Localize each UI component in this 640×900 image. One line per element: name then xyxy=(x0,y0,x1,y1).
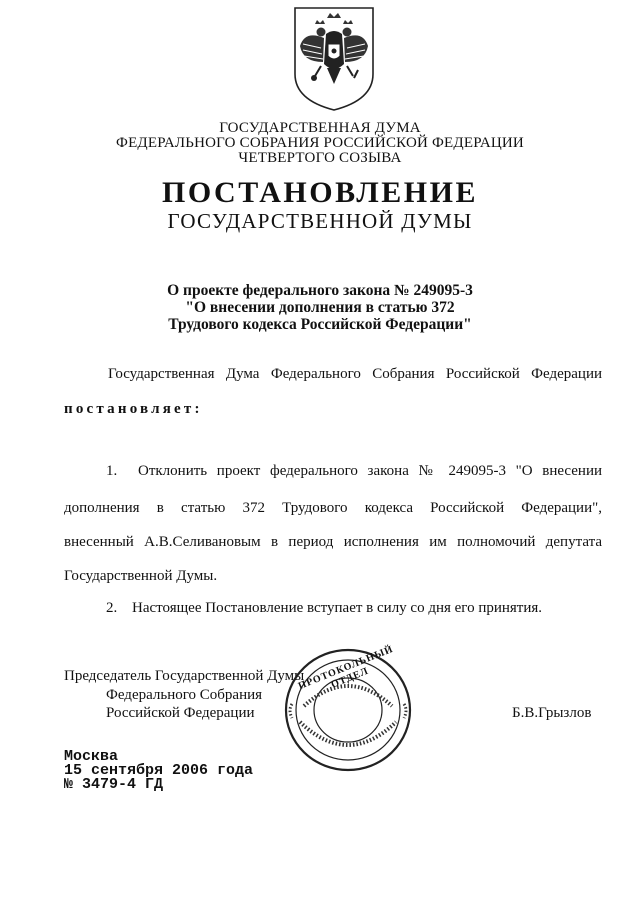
document-subtitle: ГОСУДАРСТВЕННОЙ ДУМЫ xyxy=(167,209,473,233)
header-line-3: ЧЕТВЕРТОГО СОЗЫВА xyxy=(238,150,402,166)
item-1-line-3: внесенный А.В.Селивановым в период исполнения им полномочий депутата xyxy=(64,534,602,550)
item-1-line-4: Государственной Думы. xyxy=(64,568,218,584)
signature-position-line-2: Федерального Собрания xyxy=(106,687,263,703)
item-2-line-1: Настоящее Постановление вступает в силу со дня его принятия. xyxy=(132,600,543,616)
item-1-number: 1. xyxy=(106,463,118,479)
subject-line-3: Трудового кодекса Российской Федерации" xyxy=(168,316,472,333)
subject-line-1: О проекте федерального закона № 249095-3 xyxy=(167,282,473,299)
footer-date: 15 сентября 2006 года xyxy=(64,762,254,779)
resolves-word: постановляет: xyxy=(64,401,203,417)
item-2-number: 2. xyxy=(106,600,118,616)
subject-line-2: "О внесении дополнения в статью 372 xyxy=(185,299,455,316)
signature-position-line-3: Российской Федерации xyxy=(106,705,255,721)
coat-of-arms-icon xyxy=(291,4,377,112)
stamp-text: ПРОТОКОЛЬНЫЙ ОТДЕЛ xyxy=(296,643,396,693)
header-line-2: ФЕДЕРАЛЬНОГО СОБРАНИЯ РОССИЙСКОЙ ФЕДЕРАЦИИ xyxy=(116,135,524,151)
preamble-text: Государственная Дума Федерального Собрания Российской Федерации xyxy=(108,366,602,382)
item-1-line-2: дополнения в статью 372 Трудового кодекса Российской Федерации", xyxy=(64,500,602,516)
signature-position-line-1: Председатель Государственной Думы xyxy=(64,668,305,684)
footer-city: Москва xyxy=(64,748,119,765)
footer-number: № 3479-4 ГД xyxy=(64,776,164,793)
signatory-name: Б.В.Грызлов xyxy=(512,705,592,721)
item-1-line-1: Отклонить проект федерального закона № 249095-3 "О внесении xyxy=(138,463,602,479)
header-line-1: ГОСУДАРСТВЕННАЯ ДУМА xyxy=(219,120,421,136)
document-title: ПОСТАНОВЛЕНИЕ xyxy=(162,176,478,209)
